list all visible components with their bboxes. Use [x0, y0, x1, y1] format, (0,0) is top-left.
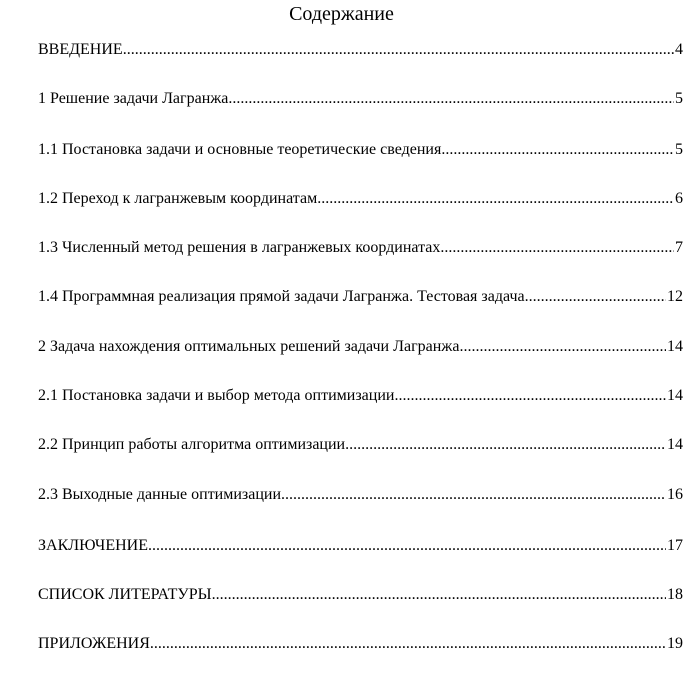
toc-entry-text: 1.3 Численный метод решения в лагранжевых координатах	[38, 239, 441, 256]
dot-leader	[123, 40, 674, 60]
toc-entry-page: 17	[667, 537, 683, 554]
toc-entry-text: 1.2 Переход к лагранжевым координатам	[38, 190, 318, 207]
toc-entry-page: 5	[675, 90, 683, 107]
toc-entry-text: 2.2 Принцип работы алгоритма оптимизации	[38, 436, 346, 453]
dot-leader	[317, 189, 674, 209]
toc-entry-page: 12	[667, 288, 683, 305]
toc-entry[interactable]	[38, 40, 683, 60]
toc-entry-text: 1.4 Программная реализация прямой задачи Лагранжа. Тестовая задача	[38, 288, 525, 305]
dot-leader	[459, 337, 666, 357]
toc-entry-page: 5	[675, 141, 683, 158]
dot-leader	[394, 386, 666, 406]
toc-entry-page: 6	[675, 190, 683, 207]
toc-entry-text: СПИСОК ЛИТЕРАТУРЫ	[38, 586, 212, 603]
toc-entry[interactable]	[38, 140, 683, 160]
toc-entry-page: 16	[667, 486, 683, 503]
toc-entry[interactable]	[38, 634, 683, 654]
toc-entry[interactable]	[38, 435, 683, 455]
toc-entry-page: 14	[667, 387, 683, 404]
toc-entry-text: ВВЕДЕНИЕ	[38, 41, 123, 58]
dot-leader	[441, 140, 674, 160]
dot-leader	[345, 435, 666, 455]
dot-leader	[228, 89, 674, 109]
dot-leader	[148, 536, 666, 556]
toc-entry[interactable]	[38, 386, 683, 406]
toc-entry-text: 2.3 Выходные данные оптимизации	[38, 486, 282, 503]
dot-leader	[150, 634, 666, 654]
toc-entry-page: 4	[675, 41, 683, 58]
toc-entry[interactable]	[38, 89, 683, 109]
toc-entry[interactable]	[38, 189, 683, 209]
toc-entry-text: ЗАКЛЮЧЕНИЕ	[38, 537, 148, 554]
toc-title: Содержание	[289, 3, 394, 25]
toc-entry-text: 2 Задача нахождения оптимальных решений задачи Лагранжа	[38, 338, 460, 355]
toc-entry-page: 7	[675, 239, 683, 256]
toc-entry[interactable]	[38, 485, 683, 505]
toc-entry[interactable]	[38, 337, 683, 357]
dot-leader	[525, 287, 666, 307]
toc-entry[interactable]	[38, 287, 683, 307]
toc-entry[interactable]	[38, 536, 683, 556]
toc-entry-page: 14	[667, 436, 683, 453]
dot-leader	[440, 238, 674, 258]
toc-entry-text: 1.1 Постановка задачи и основные теоретические сведения	[38, 141, 442, 158]
toc-entry-text: 2.1 Постановка задачи и выбор метода оптимизации	[38, 387, 395, 404]
toc-entry-text: ПРИЛОЖЕНИЯ	[38, 635, 150, 652]
dot-leader	[212, 585, 666, 605]
toc-entry-text: 1 Решение задачи Лагранжа	[38, 90, 229, 107]
toc-entry-page: 14	[667, 338, 683, 355]
toc-entry[interactable]	[38, 238, 683, 258]
toc-entry-page: 19	[667, 635, 683, 652]
toc-entry-page: 18	[667, 586, 683, 603]
toc-entry[interactable]	[38, 585, 683, 605]
dot-leader	[281, 485, 666, 505]
